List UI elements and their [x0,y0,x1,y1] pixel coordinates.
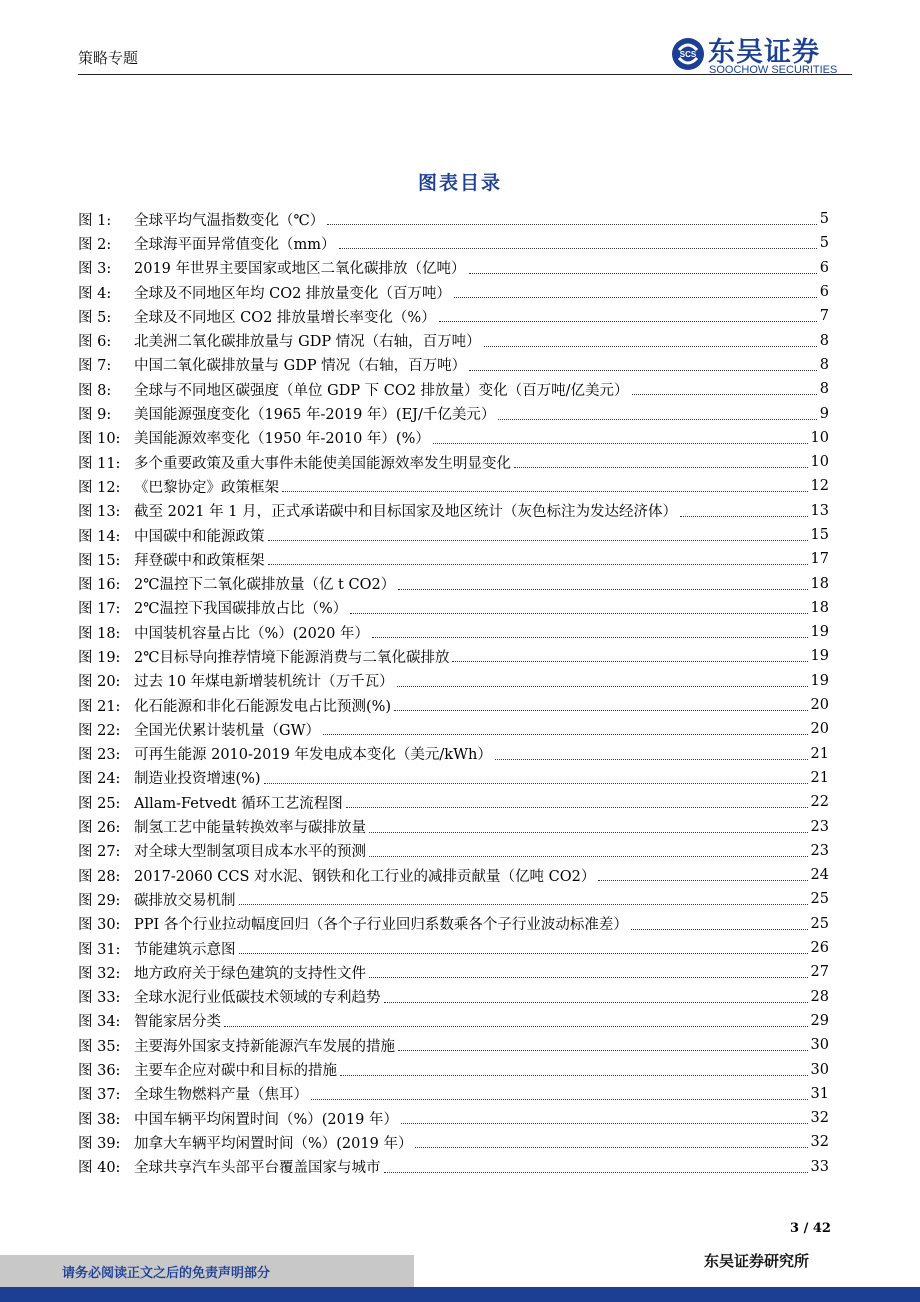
toc-entry-page: 18 [810,599,829,616]
toc-entry-label: 图 11: [78,455,121,472]
company-logo-icon [670,36,706,72]
toc-entry-leader [495,758,808,760]
toc-entry-leader [268,563,808,565]
toc-entry-title: 多个重要政策及重大事件未能使美国能源效率发生明显变化 [134,455,511,472]
company-logo [666,30,856,78]
toc-entry[interactable] [78,1106,829,1130]
toc-entry[interactable] [78,766,829,790]
toc-entry-page: 6 [819,284,829,301]
toc-entry-label: 图 40: [78,1160,121,1177]
toc-entry-page: 20 [810,721,829,738]
toc-entry[interactable] [78,499,829,523]
toc-entry-page: 30 [810,1061,829,1078]
toc-entry-leader [323,733,808,735]
toc-entry-title: 主要海外国家支持新能源汽车发展的措施 [134,1038,395,1055]
toc-entry-leader [327,223,817,225]
toc-entry-title: 加拿大车辆平均闲置时间（%）(2019 年） [134,1135,413,1152]
toc-entry[interactable] [78,912,829,936]
toc-entry-label: 图 22: [78,722,121,739]
toc-entry[interactable] [78,450,829,474]
toc-entry-leader [311,1098,808,1100]
toc-entry[interactable] [78,377,829,401]
toc-entry-label: 图 15: [78,552,121,569]
toc-entry-label: 图 19: [78,649,121,666]
toc-entry-page: 19 [810,672,829,689]
toc-entry-title: 节能建筑示意图 [134,941,236,958]
toc-entry-title: 全球及不同地区 CO2 排放量增长率变化（%） [134,309,436,326]
toc-entry-page: 5 [819,211,829,228]
toc-entry-page: 30 [810,1037,829,1054]
toc-entry-title: 中国碳中和能源政策 [134,528,265,545]
toc-entry-title: 过去 10 年煤电新增装机统计（万千瓦） [134,674,394,691]
toc-entry-leader [369,855,808,857]
toc-entry-label: 图 35: [78,1038,121,1055]
toc-entry-title: Allam-Fetvedt 循环工艺流程图 [134,795,343,812]
toc-entry-title: 中国二氧化碳排放量与 GDP 情况（右轴，百万吨） [134,358,467,375]
toc-entry-title: 智能家居分类 [134,1014,221,1031]
toc-entry[interactable] [78,742,829,766]
toc-entry-page: 10 [810,454,829,471]
toc-entry[interactable] [78,401,829,425]
toc-entry-title: 可再生能源 2010-2019 年发电成本变化（美元/kWh） [134,747,492,764]
toc-entry[interactable] [78,814,829,838]
toc-entry-leader [469,369,817,371]
toc-entry-page: 26 [810,940,829,957]
toc-entry-label: 图 4: [78,285,112,302]
toc-entry-label: 图 5: [78,309,112,326]
header-divider [78,74,852,75]
toc-entry[interactable] [78,644,829,668]
toc-entry[interactable] [78,280,829,304]
toc-entry-page: 27 [810,964,829,981]
toc-entry[interactable] [78,231,829,255]
toc-entry-title: 全球共享汽车头部平台覆盖国家与城市 [134,1160,381,1177]
toc-entry[interactable] [78,790,829,814]
page-title: 图表目录 [417,172,502,194]
toc-entry-label: 图 30: [78,917,121,934]
toc-entry-page: 28 [810,988,829,1005]
toc-entry[interactable] [78,936,829,960]
toc-entry-page: 32 [810,1110,829,1127]
toc-entry-label: 图 25: [78,795,121,812]
toc-entry-leader [369,831,808,833]
toc-entry-title: 全国光伏累计装机量（GW） [134,722,320,739]
toc-entry[interactable] [78,353,829,377]
toc-entry-page: 10 [810,429,829,446]
toc-entry-leader [484,345,817,347]
toc-entry-leader [264,782,808,784]
toc-entry-label: 图 6: [78,334,112,351]
toc-entry-label: 图 12: [78,479,121,496]
toc-entry-title: 北美洲二氧化碳排放量与 GDP 情况（右轴，百万吨） [134,334,481,351]
toc-entry[interactable] [78,207,829,231]
toc-entry-label: 图 7: [78,358,112,375]
toc-entry[interactable] [78,960,829,984]
toc-entry[interactable] [78,1082,829,1106]
toc-entry-leader [631,928,808,930]
toc-entry-title: 制氢工艺中能量转换效率与碳排放量 [134,820,366,837]
toc-entry-page: 25 [810,891,829,908]
toc-entry[interactable] [78,717,829,741]
toc-entry-label: 图 18: [78,625,121,642]
toc-entry-page: 5 [819,235,829,252]
toc-entry-page: 31 [810,1085,829,1102]
toc-entry-label: 图 21: [78,698,121,715]
toc-entry-label: 图 8: [78,382,112,399]
toc-entry[interactable] [78,1155,829,1179]
page-number: 3 / 42 [790,1221,831,1236]
toc-entry-title: 2017-2060 CCS 对水泥、钢铁和化工行业的减排贡献量（亿吨 CO2） [134,868,596,885]
toc-entry[interactable] [78,426,829,450]
toc-entry-title: 中国装机容量占比（%）(2020 年） [134,625,369,642]
toc-entry-leader [401,1122,808,1124]
toc-entry-title: 对全球大型制氢项目成本水平的预测 [134,844,366,861]
toc-entry-leader [598,879,807,881]
toc-entry-leader [369,976,808,978]
toc-entry-title: 全球与不同地区碳强度（单位 GDP 下 CO2 排放量）变化（百万吨/亿美元） [134,382,629,399]
toc-entry-page: 9 [819,405,829,422]
toc-entry[interactable] [78,304,829,328]
toc-entry-title: 美国能源强度变化（1965 年-2019 年）(EJ/千亿美元） [134,407,496,424]
toc-entry-page: 33 [810,1158,829,1175]
toc-entry[interactable] [78,256,829,280]
toc-entry-label: 图 10: [78,431,121,448]
toc-entry[interactable] [78,863,829,887]
toc-entry-label: 图 31: [78,941,121,958]
toc-entry-page: 19 [810,648,829,665]
toc-entry-leader [224,1025,808,1027]
toc-entry-title: 中国车辆平均闲置时间（%）(2019 年） [134,1111,398,1128]
footer-organization: 东吴证券研究所 [704,1252,810,1270]
toc-entry-title: 地方政府关于绿色建筑的支持性文件 [134,965,366,982]
toc-entry-page: 8 [819,356,829,373]
toc-entry-title: 全球平均气温指数变化（℃） [134,212,325,229]
toc-entry-label: 图 38: [78,1111,121,1128]
toc-entry-title: 化石能源和非化石能源发电占比预测(%) [134,698,392,715]
toc-entry-label: 图 14: [78,528,121,545]
toc-entry-label: 图 33: [78,990,121,1007]
toc-entry-page: 8 [819,381,829,398]
toc-entry-leader [340,1074,808,1076]
toc-entry-leader [514,466,808,468]
toc-entry[interactable] [78,669,829,693]
toc-entry[interactable] [78,328,829,352]
toc-entry-leader [415,1146,807,1148]
toc-entry-title: 全球海平面异常值变化（mm） [134,236,336,253]
footer-band [0,1287,920,1302]
toc-entry-title: PPI 各个行业拉动幅度回归（各个子行业回归系数乘各个子行业波动标准差） [134,917,628,934]
toc-entry[interactable] [78,571,829,595]
toc-entry-leader [350,612,807,614]
toc-entry-leader [384,1171,808,1173]
toc-entry-title: 2019 年世界主要国家或地区二氧化碳排放（亿吨） [134,261,466,278]
toc-entry-label: 图 9: [78,407,112,424]
figure-list [78,207,829,1179]
toc-entry[interactable] [78,620,829,644]
toc-entry-leader [398,1049,808,1051]
toc-entry[interactable] [78,1057,829,1081]
disclaimer-notice: 请务必阅读正文之后的免责声明部分 [62,1266,271,1281]
toc-entry-leader [268,539,808,541]
toc-entry-page: 12 [810,478,829,495]
toc-entry-page: 8 [819,332,829,349]
toc-entry-page: 23 [810,842,829,859]
toc-entry-page: 22 [810,794,829,811]
toc-entry-title: 美国能源效率变化（1950 年-2010 年）(%） [134,431,430,448]
toc-entry-page: 25 [810,915,829,932]
toc-entry-label: 图 20: [78,674,121,691]
toc-entry-label: 图 32: [78,965,121,982]
toc-entry-leader [498,418,816,420]
toc-entry-leader [680,515,807,517]
toc-entry-label: 图 17: [78,601,121,618]
toc-entry-leader [397,685,808,687]
toc-entry-leader [454,296,817,298]
toc-entry[interactable] [78,547,829,571]
toc-entry-label: 图 36: [78,1063,121,1080]
toc-entry-page: 7 [819,308,829,325]
logo-english-name: SOOCHOW SECURITIES [709,64,838,76]
toc-entry-leader [452,660,807,662]
toc-entry-label: 图 27: [78,844,121,861]
toc-entry-page: 13 [810,502,829,519]
toc-entry-label: 图 3: [78,261,112,278]
toc-entry-page: 19 [810,624,829,641]
toc-entry-title: 截至 2021 年 1 月，正式承诺碳中和目标国家及地区统计（灰色标注为发达经济体） [134,504,678,521]
toc-entry-leader [632,393,817,395]
toc-entry-title: 全球及不同地区年均 CO2 排放量变化（百万吨） [134,285,451,302]
toc-entry-page: 18 [810,575,829,592]
toc-entry-title: 全球水泥行业低碳技术领域的专利趋势 [134,990,381,1007]
toc-entry-page: 17 [810,551,829,568]
toc-entry-label: 图 24: [78,771,121,788]
toc-entry-title: 拜登碳中和政策框架 [134,552,265,569]
toc-entry[interactable] [78,985,829,1009]
toc-entry-leader [384,1001,808,1003]
toc-entry-label: 图 39: [78,1135,121,1152]
toc-entry-page: 23 [810,818,829,835]
toc-entry-label: 图 29: [78,892,121,909]
toc-entry-label: 图 1: [78,212,112,229]
toc-entry-leader [398,588,807,590]
toc-entry[interactable] [78,474,829,498]
toc-entry-page: 29 [810,1012,829,1029]
toc-entry-title: 制造业投资增速(%) [134,771,261,788]
toc-entry-leader [282,490,808,492]
toc-entry-leader [339,247,817,249]
toc-entry[interactable] [78,839,829,863]
toc-entry-title: 主要车企应对碳中和目标的措施 [134,1063,337,1080]
toc-entry-leader [439,320,817,322]
toc-entry-label: 图 13: [78,504,121,521]
toc-entry-label: 图 2: [78,236,112,253]
toc-entry-leader [346,806,808,808]
toc-entry-page: 6 [819,259,829,276]
toc-entry-page: 32 [810,1134,829,1151]
logo-chinese-name: 东吴证券 [708,37,820,68]
toc-entry-title: 2℃温控下我国碳排放占比（%） [134,601,348,618]
toc-entry[interactable] [78,596,829,620]
toc-entry-title: 全球生物燃料产量（焦耳） [134,1087,308,1104]
toc-entry[interactable] [78,1130,829,1154]
toc-entry[interactable] [78,887,829,911]
toc-entry-page: 21 [810,769,829,786]
toc-entry-label: 图 37: [78,1087,121,1104]
toc-entry-leader [239,903,808,905]
toc-entry-leader [433,442,808,444]
toc-entry-label: 图 16: [78,577,121,594]
toc-entry-label: 图 23: [78,747,121,764]
toc-entry[interactable] [78,1033,829,1057]
toc-entry-leader [394,709,807,711]
toc-entry-label: 图 34: [78,1014,121,1031]
toc-entry[interactable] [78,693,829,717]
logo-mark-text: SCS [679,50,697,59]
toc-entry-leader [239,952,808,954]
toc-entry-leader [469,272,817,274]
toc-entry[interactable] [78,1009,829,1033]
toc-entry-page: 15 [810,527,829,543]
toc-entry-title: 2℃温控下二氧化碳排放量（亿 t CO2） [134,577,396,594]
toc-entry-page: 24 [810,867,829,884]
toc-entry-leader [372,636,808,638]
toc-entry-label: 图 28: [78,868,121,885]
toc-entry-page: 21 [810,745,829,762]
toc-entry-title: 碳排放交易机制 [134,892,236,909]
toc-entry[interactable] [78,523,829,547]
section-label: 策略专题 [78,49,139,67]
toc-entry-label: 图 26: [78,820,121,837]
toc-entry-title: 《巴黎协定》政策框架 [134,479,279,496]
toc-entry-title: 2℃目标导向推荐情境下能源消费与二氧化碳排放 [134,649,450,666]
toc-entry-page: 20 [810,697,829,714]
